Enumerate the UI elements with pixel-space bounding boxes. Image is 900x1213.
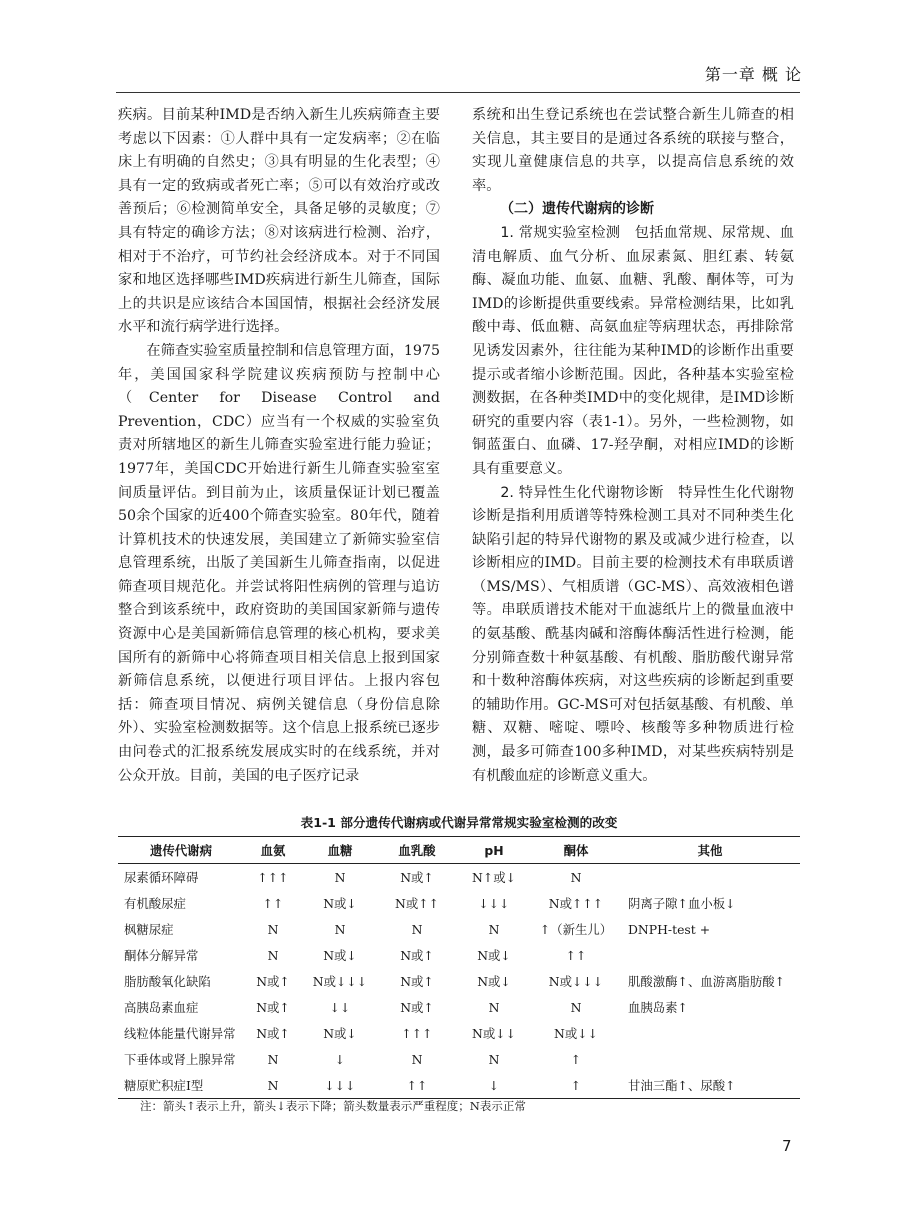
table-cell: N xyxy=(267,921,279,937)
header-rule xyxy=(116,92,800,93)
table-cell: N或↓ xyxy=(323,896,357,911)
lab-table xyxy=(118,836,800,1099)
table-cell: 阴离子隙↑血小板↓ xyxy=(628,896,736,911)
table-cell: 肌酸激酶↑、血游离脂肪酸↑ xyxy=(628,974,786,989)
table-row xyxy=(118,1020,800,1046)
table-cell: N xyxy=(267,1051,279,1067)
table-cell: 血胰岛素↑ xyxy=(628,1000,688,1015)
table-row xyxy=(118,1046,800,1072)
table-cell: ↓ xyxy=(334,1051,346,1067)
table-cell: ↑ xyxy=(570,1051,582,1067)
table-cell: 酮体分解异常 xyxy=(124,948,199,963)
table-row xyxy=(118,1072,800,1099)
table-caption: 表1-1 部分遗传代谢病或代谢异常常规实验室检测的改变 xyxy=(300,815,618,830)
table-cell: N或↑ xyxy=(400,1000,434,1015)
table-cell: ↑↑ xyxy=(378,1072,456,1099)
paragraph-3-body: 特异性生化代谢物诊断是指利用质谱等特殊检测工具对不同种类生化缺陷引起的特异代谢物的累及或减少进行检查，以诊断相应的IMD。目前主要的检测技术有串联质谱（MS/MS）、气相质谱（GC-MS）、高效液相色谱等。串联质谱技术能对干血滤纸片上的微量血液中的氨基酸、酰基肉碱和溶酶体酶活性进行检测，能分别筛查数十种氨基酸、有机酸、脂肪酸代谢异常和十数种溶酶体疾病，对这些疾病的诊断起到重要的辅助作用。GC-MS可对包括氨基酸、有机酸、单糖、双糖、嘧啶、嘌呤、核酸等多种物质进行检测，最多可筛查100多种IMD，对某些疾病特别是有机酸血症的诊断意义重大。 xyxy=(472,484,794,784)
table-cell: ↑↑ xyxy=(565,947,587,963)
table-cell: N xyxy=(488,999,500,1015)
table-row xyxy=(118,864,800,891)
left-paragraph-1: 疾病。目前某种IMD是否纳入新生儿疾病筛查主要考虑以下因素：①人群中具有一定发病率；②在临床上有明确的自然史；③具有明显的生化表型；④具有一定的致病或者死亡率；⑤可以有效治疗或改善预后；⑥检测简单安全，具备足够的灵敏度；⑦具有特定的确诊方法；⑧对该病进行检测、治疗，相对于不治疗，可节约社会经济成本。对于不同国家和地区选择哪些IMD疾病进行新生儿筛查，国际上的共识是应该结合本国国情，根据社会经济发展水平和流行病学进行选择。 xyxy=(118,107,440,336)
right-paragraph-1: 系统和出生登记系统也在尝试整合新生儿筛查的相关信息，其主要目的是通过各系统的联接与整合，实现儿童健康信息的共享，以提高信息系统的效率。 xyxy=(472,107,794,194)
table-cell xyxy=(620,1020,800,1046)
table-cell: N或↓ xyxy=(477,948,511,963)
header-ammonia: 血氨 xyxy=(244,837,302,864)
table-cell: ↑↑↑ xyxy=(257,869,289,885)
table-cell xyxy=(620,864,800,891)
table-cell: ↓↓↓ xyxy=(478,895,510,911)
table-header-row xyxy=(118,837,800,864)
table-row xyxy=(118,942,800,968)
left-paragraph-2: 在筛查实验室质量控制和信息管理方面，1975年，美国国家科学院建议疾病预防与控制中心（Center for Disease Control and Prevention，CDC）应当有一个权威的实验室负责对所辖地区的新生儿筛查实验室进行能力验证；1977年，美国CDC开始进行新生儿筛查实验室室间质量评估。到目前为止，该质量保证计划已覆盖50余个国家的近400个筛查实验室。80年代，随着计算机技术的快速发展，美国建立了新筛实验室信息管理系统，出版了美国新生儿筛查指南，以促进筛查项目规范化。并尝试将阳性病例的管理与追访整合到该系统中，政府资助的美国国家新筛与遗传资源中心是美国新筛信息管理的核心机构，要求美国所有的新筛中心将筛查项目相关信息上报到国家新筛信息系统，以便进行项目评估。上报内容包括：筛查项目情况、病例关键信息（身份信息除外）、实验室检测数据等。这个信息上报系统已逐步由问卷式的汇报系统发展成实时的在线系统，并对公众开放。目前，美国的电子医疗记录 xyxy=(118,342,440,784)
table-cell: N或↓ xyxy=(323,948,357,963)
table-cell: N xyxy=(570,999,582,1015)
table-cell: N或↑ xyxy=(400,870,434,885)
table-cell xyxy=(620,942,800,968)
table-cell: N或↓↓ xyxy=(472,1026,516,1041)
table-row xyxy=(118,994,800,1020)
table-cell: N xyxy=(334,869,346,885)
table-cell: N或↓↓↓ xyxy=(548,974,604,989)
run-in-heading-1: 1. 常规实验室检测 xyxy=(500,224,621,241)
left-column xyxy=(118,104,440,788)
table-cell: 枫糖尿症 xyxy=(124,922,174,937)
table-cell: 线粒体能量代谢异常 xyxy=(124,1026,236,1041)
table-cell: N xyxy=(244,1072,302,1099)
header-ketone: 酮体 xyxy=(532,837,620,864)
table-cell: N或↑↑ xyxy=(395,896,439,911)
table-cell: N xyxy=(570,869,582,885)
table-note: 注：箭头↑表示上升，箭头↓表示下降；箭头数量表示严重程度；N表示正常 xyxy=(140,1099,526,1113)
table-row xyxy=(118,916,800,942)
paragraph-2-body: 包括血常规、尿常规、血清电解质、血气分析、血尿素氮、胆红素、转氨酶、凝血功能、血氨、血糖、乳酸、酮体等，可为IMD的诊断提供重要线索。异常检测结果，比如乳酸中毒、低血糖、高氨血症等病理状态，再排除常见诱发因素外，往往能为某种IMD的诊断作出重要提示或者缩小诊断范围。因此，各种基本实验室检测数据，在各种类IMD中的变化规律，是IMD诊断研究的重要内容（表1-1）。另外，一些检测物，如铜蓝蛋白、血磷、17-羟孕酮，对相应IMD的诊断具有重要意义。 xyxy=(472,224,794,477)
table-cell: ↑↑↑ xyxy=(401,1025,433,1041)
table-cell: N或↑ xyxy=(256,1026,290,1041)
header-other: 其他 xyxy=(620,837,800,864)
table-cell: N或↑ xyxy=(400,948,434,963)
section-heading: （二）遗传代谢病的诊断 xyxy=(500,201,654,218)
table-cell: 糖原贮积症Ⅰ型 xyxy=(118,1072,244,1099)
table-cell: 甘油三酯↑、尿酸↑ xyxy=(620,1072,800,1099)
table-cell: ↑（新生儿） xyxy=(539,922,613,937)
table-cell: N或↓ xyxy=(323,1026,357,1041)
table-cell: N xyxy=(488,921,500,937)
header-disease: 遗传代谢病 xyxy=(118,837,244,864)
table-cell: N xyxy=(334,921,346,937)
table-cell: ↑↑ xyxy=(262,895,284,911)
right-paragraph-2 xyxy=(472,222,794,482)
chapter-title: 第一章 概 论 xyxy=(704,64,802,84)
table-cell: 高胰岛素血症 xyxy=(124,1000,199,1015)
right-paragraph-3 xyxy=(472,482,794,789)
table-cell: 有机酸尿症 xyxy=(124,896,186,911)
table-cell: N xyxy=(411,1051,423,1067)
table-cell xyxy=(620,1046,800,1072)
header-lactate: 血乳酸 xyxy=(378,837,456,864)
table-cell: ↓↓ xyxy=(329,999,351,1015)
table-cell: DNPH-test + xyxy=(628,921,711,937)
table-cell: N xyxy=(267,947,279,963)
table-cell: 下垂体或肾上腺异常 xyxy=(124,1052,236,1067)
right-column xyxy=(472,104,794,788)
page-number: 7 xyxy=(782,1137,792,1155)
table-cell: N或↓ xyxy=(477,974,511,989)
table-cell: N xyxy=(411,921,423,937)
header-glucose: 血糖 xyxy=(302,837,378,864)
table-cell: N或↑ xyxy=(256,1000,290,1015)
table-cell: N xyxy=(488,1051,500,1067)
table-cell: 脂肪酸氧化缺陷 xyxy=(124,974,211,989)
table-row xyxy=(118,890,800,916)
table-cell: 尿素循环障碍 xyxy=(124,870,199,885)
table-cell: N↑或↓ xyxy=(472,870,516,885)
table-cell: N或↑ xyxy=(256,974,290,989)
table-cell: N或↑↑↑ xyxy=(548,896,604,911)
table-cell: ↑ xyxy=(532,1072,620,1099)
table-row xyxy=(118,968,800,994)
table-cell: ↓↓↓ xyxy=(302,1072,378,1099)
table-cell: N或↑ xyxy=(400,974,434,989)
running-header xyxy=(0,62,900,84)
run-in-heading-2: 2. 特异性生化代谢物诊断 xyxy=(500,484,664,501)
table-cell: N或↓↓↓ xyxy=(312,974,368,989)
header-ph: pH xyxy=(456,837,532,864)
table-cell: N或↓↓ xyxy=(554,1026,598,1041)
table-cell: ↓ xyxy=(456,1072,532,1099)
